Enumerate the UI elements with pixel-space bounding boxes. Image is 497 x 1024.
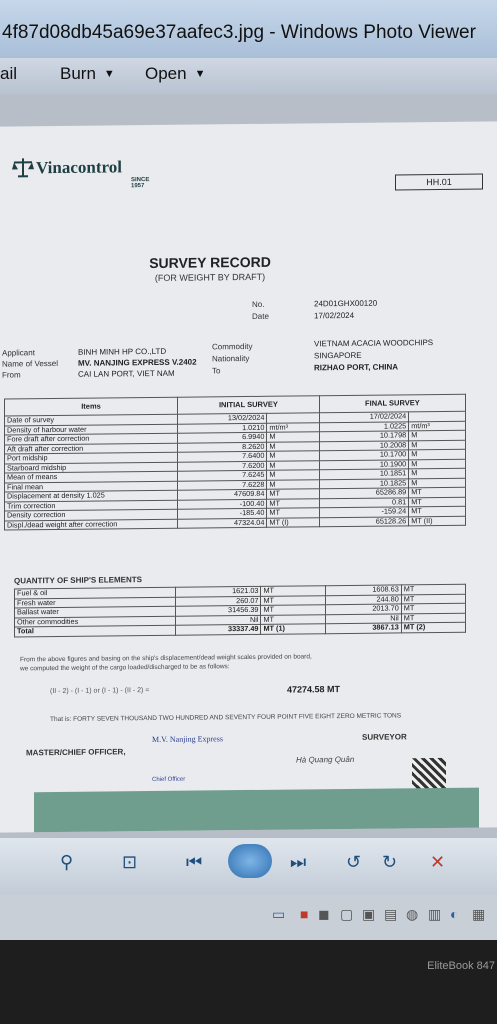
document-footer (34, 788, 479, 833)
amount-in-words: That is: FORTY SEVEN THOUSAND TWO HUNDRED AND SEVENTY FOUR POINT FIVE EIGHT ZERO METRIC TONS (50, 712, 402, 724)
nationality-label: Nationality (212, 353, 250, 364)
logo-text: Vinacontrol (36, 157, 122, 178)
commodity-value: VIETNAM ACACIA WOODCHIPS (314, 338, 434, 349)
window-title: 4f87d08db45a69e37aafec3.jpg - Windows Photo Viewer (2, 22, 476, 43)
table-cell-fu: M (409, 468, 466, 478)
document-subtitle: (FOR WEIGHT BY DRAFT) (154, 271, 266, 283)
table-cell-final: 0.81 (319, 497, 408, 507)
chief-officer-stamp: Chief Officer (152, 776, 186, 784)
date-label: Date (252, 311, 269, 321)
table-cell-item: Displacement at density 1.025 (5, 490, 178, 501)
table-cell-iu: M (267, 432, 319, 442)
nationality-value: SINGAPORE (314, 350, 362, 361)
table-cell-final: -159.24 (319, 507, 408, 517)
table-cell-iu: MT (267, 498, 319, 508)
table-cell-initial: 31456.39 (175, 605, 261, 615)
table-cell-iu: M (267, 479, 319, 489)
table-cell-initial: 7.6245 (178, 470, 267, 480)
bezel-label: EliteBook 847 (427, 960, 495, 972)
table-cell-item: Fore draft after correction (5, 433, 178, 444)
table-cell-item: Port midship (5, 452, 178, 463)
table-cell-fu: M (409, 478, 466, 488)
table-cell-initial: 260.07 (175, 596, 261, 606)
form-code: HH.01 (395, 174, 483, 191)
table-cell-final: 17/02/2024 (319, 412, 408, 422)
table-cell-iu: M (267, 460, 319, 470)
to-value: RIZHAO PORT, CHINA (314, 362, 398, 373)
table-cell-fu: MT (II) (409, 516, 466, 526)
table-cell-initial: 1.0210 (178, 423, 267, 433)
table-cell-initial: 47324.04 (178, 518, 267, 528)
app-icon[interactable]: ■ (300, 906, 309, 922)
rotate-right-icon[interactable]: ↻ (382, 852, 398, 872)
table-cell-fu: MT (409, 497, 466, 507)
survey-table (4, 394, 466, 531)
actual-size-icon[interactable]: ⊡ (122, 852, 138, 872)
app-icon[interactable]: ▤ (384, 906, 398, 922)
surveyor-label: SURVEYOR (362, 732, 407, 742)
no-label: No. (252, 299, 265, 309)
header-items: Items (5, 397, 178, 416)
table-cell-iu: M (267, 470, 319, 480)
table-cell-item: Total (15, 625, 176, 636)
app-icon[interactable]: ▥ (428, 906, 442, 922)
table-cell-initial: 13/02/2024 (178, 413, 267, 423)
app-icon[interactable]: ▦ (472, 906, 486, 922)
table-cell-fu: MT (409, 506, 466, 516)
master-label: MASTER/CHIEF OFFICER, (26, 747, 126, 758)
surveyor-name: Hà Quang Quân (296, 754, 355, 765)
to-label: To (212, 366, 221, 376)
table-cell-initial: -185.40 (178, 508, 267, 518)
title-bar (0, 0, 497, 58)
table-cell-fu: M (409, 449, 466, 459)
table-cell-item: Final mean (5, 481, 178, 492)
document-title: SURVEY RECORD (149, 253, 271, 272)
table-cell-iu: MT (267, 508, 319, 518)
table-cell-fu: MT (401, 613, 465, 623)
table-cell-fu: MT (409, 487, 466, 497)
table-cell-fu: MT (401, 594, 465, 604)
table-cell-final: 1.0225 (319, 421, 408, 431)
menu-burn-label: Burn (60, 64, 96, 83)
header-initial: INITIAL SURVEY (178, 396, 320, 414)
explanation-line-1: From the above figures and basing on the ship's displacement/dead weight scales provided on board, (20, 653, 312, 664)
table-cell-final: 2013.70 (325, 604, 401, 614)
applicant-value: BINH MINH HP CO.,LTD (78, 346, 167, 357)
table-cell-initial: 1621.03 (175, 586, 261, 596)
next-icon[interactable]: ⏭ (290, 852, 307, 872)
table-cell-item: Fresh water (15, 597, 176, 608)
from-label: From (2, 370, 21, 380)
table-cell-item: Displ./dead weight after correction (5, 519, 178, 530)
survey-table-body (5, 411, 466, 530)
vessel-value: MV. NANJING EXPRESS V.2402 (78, 357, 197, 368)
menu-bar (0, 58, 497, 95)
table-cell-fu: M (409, 430, 466, 440)
table-cell-item: Starboard midship (5, 462, 178, 473)
table-cell-final: 10.1825 (319, 478, 408, 488)
laptop-bezel (0, 940, 497, 1024)
menu-burn[interactable] (60, 64, 115, 84)
table-cell-final: 65128.26 (319, 516, 408, 526)
table-cell-item: Mean of means (5, 471, 178, 482)
table-cell-initial: 8.2620 (178, 442, 267, 452)
app-icon[interactable]: ▣ (362, 906, 376, 922)
table-cell-final: 10.2008 (319, 440, 408, 450)
from-value: CAI LAN PORT, VIET NAM (78, 368, 175, 379)
image-viewport[interactable] (0, 94, 497, 838)
date-value: 17/02/2024 (314, 310, 355, 321)
formula: (II - 2) - (I - 1) or (I - 1) - (II - 2) = (50, 687, 150, 696)
table-cell-initial: Nil (175, 615, 261, 625)
table-cell-iu: mt/m³ (267, 422, 319, 432)
table-cell-item: Density correction (5, 509, 178, 520)
table-cell-fu (409, 411, 466, 421)
company-logo (36, 157, 150, 190)
table-cell-iu: MT (261, 605, 325, 615)
menu-email[interactable] (0, 64, 17, 84)
vessel-label: Name of Vessel (2, 358, 59, 369)
table-cell-fu: MT (401, 603, 465, 613)
keyboard-icon[interactable]: ▭ (272, 906, 286, 922)
table-cell-iu: MT (267, 489, 319, 499)
table-cell-final: Nil (325, 613, 401, 623)
table-cell-iu (267, 413, 319, 423)
zoom-icon[interactable]: ⚲ (60, 852, 74, 872)
no-value: 24D01GHX00120 (314, 298, 378, 309)
app-icon[interactable]: ▢ (340, 906, 354, 922)
table-cell-item: Density of harbour water (5, 424, 178, 435)
previous-icon[interactable]: ⏮ (186, 852, 203, 872)
table-cell-final: 10.1798 (319, 431, 408, 441)
table-cell-initial: 6.9940 (178, 432, 267, 442)
table-cell-final: 1608.63 (325, 585, 401, 595)
qty-heading: QUANTITY OF SHIP'S ELEMENTS (14, 575, 142, 586)
table-cell-initial: -100.40 (178, 499, 267, 509)
table-cell-item: Trim correction (5, 500, 178, 511)
delete-icon[interactable]: ✕ (430, 852, 446, 872)
table-cell-fu: MT (401, 584, 465, 594)
menu-email-label: ail (0, 64, 18, 83)
table-cell-fu: mt/m³ (409, 421, 466, 431)
taskbar (0, 894, 497, 940)
table-cell-final: 65286.89 (319, 488, 408, 498)
table-cell-final: 3867.13 (325, 623, 401, 633)
commodity-label: Commodity (212, 341, 253, 352)
network-icon[interactable]: ◍ (406, 906, 419, 922)
table-cell-iu: MT (261, 595, 325, 605)
scale-logo-icon (12, 156, 34, 178)
document-image (0, 121, 497, 832)
menu-open[interactable] (145, 64, 205, 84)
table-cell-item: Ballast water (15, 606, 176, 617)
table-cell-initial: 7.6400 (178, 451, 267, 461)
cargo-result: 47274.58 MT (287, 684, 341, 695)
menu-open-label: Open (145, 64, 187, 83)
table-cell-initial: 47609.84 (178, 489, 267, 499)
table-cell-final: 10.1700 (319, 450, 408, 460)
app-icon[interactable]: ◐ (450, 906, 459, 922)
table-cell-item: Other commodities (15, 616, 176, 627)
ship-stamp: M.V. Nanjing Express (152, 734, 223, 745)
table-cell-final: 10.1851 (319, 469, 408, 479)
rotate-left-icon[interactable]: ↺ (346, 852, 362, 872)
table-cell-iu: MT (I) (267, 517, 319, 527)
table-cell-iu: MT (261, 586, 325, 596)
table-cell-item: Aft draft after correction (5, 443, 178, 454)
table-cell-iu: MT (261, 614, 325, 624)
table-cell-iu: M (267, 441, 319, 451)
slideshow-button[interactable] (228, 844, 272, 878)
header-final: FINAL SURVEY (319, 394, 465, 413)
chevron-down-icon: ▼ (194, 68, 206, 80)
table-cell-final: 10.1900 (319, 459, 408, 469)
table-cell-final: 244.80 (325, 594, 401, 604)
logo-since: SINCE 1957 (131, 177, 150, 190)
applicant-label: Applicant (2, 348, 35, 358)
quantity-table-body (15, 584, 466, 636)
viewer-controls (0, 838, 497, 894)
chevron-down-icon: ▼ (103, 68, 115, 80)
quantity-table (14, 584, 466, 637)
table-cell-iu: MT (1) (261, 624, 325, 634)
table-cell-item: Fuel & oil (15, 587, 176, 598)
table-cell-fu: M (409, 459, 466, 469)
table-cell-iu: M (267, 451, 319, 461)
app-icon[interactable]: ◼ (318, 906, 330, 922)
table-cell-initial: 33337.49 (175, 624, 261, 634)
table-cell-fu: MT (2) (401, 622, 465, 632)
table-cell-initial: 7.6200 (178, 461, 267, 471)
explanation-line-2: we computed the weight of the cargo loaded/discharged to be as follows: (20, 663, 230, 673)
table-cell-item: Date of survey (5, 414, 178, 425)
table-cell-fu: M (409, 440, 466, 450)
table-cell-initial: 7.6228 (178, 480, 267, 490)
